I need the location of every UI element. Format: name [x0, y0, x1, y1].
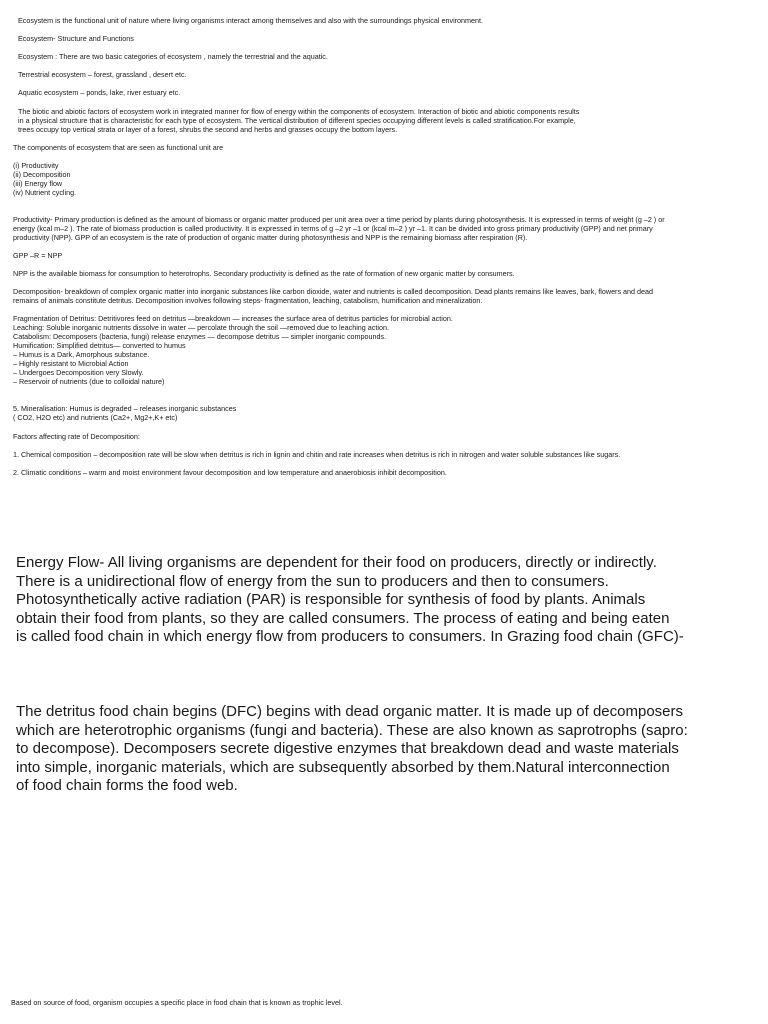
decomposition-paragraph: Decomposition- breakdown of complex organic matter into inorganic substances like carbon dioxide, water and nutrients is called decomposition. Dead plants remains like leaves, bark, flowers and dead remains of animals constitute detritus. Decomposition involves following steps- fragmentation, leaching, catabolism, humification and mineralization.: [13, 287, 654, 305]
intro-definition: Ecosystem is the functional unit of nature where living organisms interact among themselves and also with the surroundings physical environment.: [18, 16, 484, 25]
factors-heading: Factors affecting rate of Decomposition:: [13, 432, 140, 441]
factor-chemical-composition: 1. Chemical composition – decomposition rate will be slow when detritus is rich in lignin and chitin and rate increases when detritus is rich in nitrogen and water soluble substances like sugars.: [13, 450, 621, 459]
detritus-food-chain-paragraph: The detritus food chain begins (DFC) begins with dead organic matter. It is made up of decomposers which are heterotrophic organisms (fungi and bacteria). These are also known as saprotrophs (sapro: to decompose). Decomposers secrete digestive enzymes that breakdown dead and waste materials into simple, inorganic materials, which are subsequently absorbed by them.Natural interconnection of food chain forms the food web.: [16, 703, 688, 794]
list-item: (i) Productivity: [13, 161, 59, 170]
components-list: [13, 161, 76, 197]
list-item: (iv) Nutrient cycling.: [13, 188, 77, 197]
intro-biotic-abiotic: The biotic and abiotic factors of ecosystem work in integrated manner for flow of energy within the components of ecosystem. Interaction of biotic and abiotic components results in a physical structure that is characteristic for each type of ecosystem. The vertical distribution of different species occupying different levels is called stratification.For example, trees occupy top vertical strata or layer of a forest, shrubs the second and herbs and grasses occupy the bottom layers.: [18, 107, 580, 134]
decomposition-steps: Fragmentation of Detritus: Detritivores feed on detritus —breakdown — increases the surface area of detritus particles for microbial action. Leaching: Soluble inorganic nutrients dissolve in water — percolate through the soil —removed due to leaching action. Catabolism: Decomposers (bacteria, fungi) release enzymes — decompose detritus — simpler inorganic compounds. Humification: Simplified detritus— converted to humus – Humus is a Dark, Amorphous substance. – Highly resistant to Microbial Action – Undergoes Decomposition very Slowly. – Reservoir of nutrients (due to colloidal nature): [13, 314, 453, 386]
intro-terrestrial: Terrestrial ecosystem – forest, grassland , desert etc.: [18, 70, 187, 79]
components-heading: The components of ecosystem that are seen as functional unit are: [13, 143, 224, 152]
trophic-level-footer: Based on source of food, organism occupies a specific place in food chain that is known as trophic level.: [11, 998, 343, 1007]
list-item: (ii) Decomposition: [13, 170, 71, 179]
list-item: (iii) Energy flow: [13, 179, 63, 188]
secondary-productivity: NPP is the available biomass for consumption to heterotrophs. Secondary productivity is defined as the rate of formation of new organic matter by consumers.: [13, 269, 515, 278]
energy-flow-paragraph: Energy Flow- All living organisms are dependent for their food on producers, directly or indirectly. There is a unidirectional flow of energy from the sun to producers and then to consumers. Photosynthetically active radiation (PAR) is responsible for synthesis of food by plants. Animals obtain their food from plants, so they are called consumers. The process of eating and being eaten is called food chain in which energy flow from producers to consumers. In Grazing food chain (GFC)-: [16, 554, 684, 645]
intro-subtitle: Ecosystem- Structure and Functions: [18, 34, 134, 43]
intro-categories: Ecosystem : There are two basic categories of ecosystem , namely the terrestrial and the aquatic.: [18, 52, 328, 61]
productivity-formula: GPP –R = NPP: [13, 251, 63, 260]
intro-aquatic: Aquatic ecosystem – ponds, lake, river estuary etc.: [18, 88, 181, 97]
productivity-paragraph: Productivity- Primary production is defined as the amount of biomass or organic matter produced per unit area over a time period by plants during photosynthesis. It is expressed in terms of weight (g –2 ) or energy (kcal m–2 ). The rate of biomass production is called productivity. It is expressed in terms of g –2 yr –1 or (kcal m–2 ) yr –1. It can be divided into gross primary productivity (GPP) and net primary productivity (NPP). GPP of an ecosystem is the rate of production of organic matter during photosynthesis and NPP is the remaining biomass after respiration (R).: [13, 215, 665, 242]
mineralisation-step: 5. Mineralisation: Humus is degraded – releases inorganic substances ( CO2, H2O etc) and nutrients (Ca2+, Mg2+,K+ etc): [13, 404, 237, 422]
factor-climatic-conditions: 2. Climatic conditions – warm and moist environment favour decomposition and low temperature and anaerobiosis inhibit decomposition.: [13, 468, 447, 477]
